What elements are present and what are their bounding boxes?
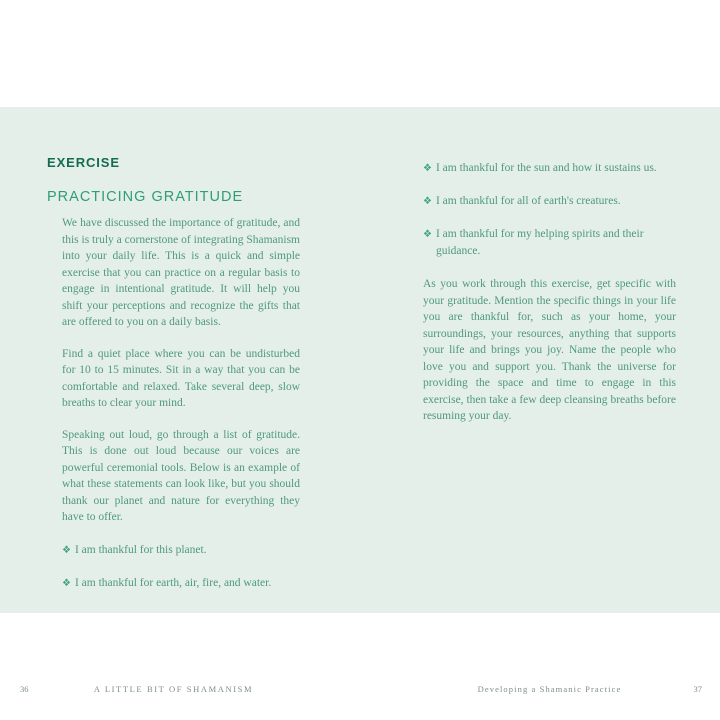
paragraph: Speaking out loud, go through a list of gratitude. This is done out loud because our voices are powerful ceremonial tools. Below is an example of what these statements can look like, but you should thank our planet and nature for everything they have to offer. <box>62 428 300 523</box>
list-item-text: I am thankful for earth, air, fire, and water. <box>74 577 272 589</box>
list-item <box>423 160 676 178</box>
flower-bullet-icon: ❖ <box>423 229 432 240</box>
left-page-content <box>47 155 300 593</box>
right-page-number: 37 <box>693 684 702 694</box>
paragraph: We have discussed the importance of gratitude, and this is truly a cornerstone of integrating Shamanism into your daily life. This is a quick and simple exercise that you can practice on a regular basis to engage in intentional gratitude. It will help you shift your perceptions and recognize the gifts that are offered to you on a daily basis. <box>62 217 300 328</box>
left-running-head: A LITTLE BIT OF SHAMANISM <box>93 684 254 694</box>
left-page-body <box>62 215 300 593</box>
list-item <box>423 226 676 259</box>
book-pages-background <box>0 107 720 694</box>
exercise-kicker: EXERCISE <box>47 155 120 170</box>
list-item-text: I am thankful for the sun and how it sustains us. <box>435 162 657 174</box>
flower-bullet-icon: ❖ <box>62 544 71 556</box>
section-heading: PRACTICING GRATITUDE <box>47 189 244 205</box>
flower-bullet-icon: ❖ <box>423 163 432 174</box>
list-item-text: I am thankful for all of earth's creatures. <box>435 195 621 207</box>
right-running-head: Developing a Shamanic Practice <box>477 684 622 694</box>
list-item <box>62 575 300 593</box>
list-item-text: I am thankful for my helping spirits and their guidance. <box>435 228 644 257</box>
flower-bullet-icon: ❖ <box>62 578 71 589</box>
list-item-text: I am thankful for this planet. <box>74 543 207 556</box>
flower-bullet-icon: ❖ <box>423 196 432 207</box>
paragraph: As you work through this exercise, get specific with your gratitude. Mention the specific things in your life you are thankful for, such as your home, your surroundings, your resources, anything that supports your life and brings you joy. Name the people who love you and support you. Thank the universe for providing the space and time to engage in this exercise, then take a few deep cleansing breaths before resuming your day. <box>423 278 676 422</box>
list-item <box>423 193 676 211</box>
right-page-content <box>423 160 676 425</box>
list-item <box>62 542 300 560</box>
paragraph: Find a quiet place where you can be undisturbed for 10 to 15 minutes. Sit in a way that you can be comfortable and relaxed. Take several deep, slow breaths to clear your mind. <box>62 347 300 409</box>
left-page-number: 36 <box>20 684 29 694</box>
